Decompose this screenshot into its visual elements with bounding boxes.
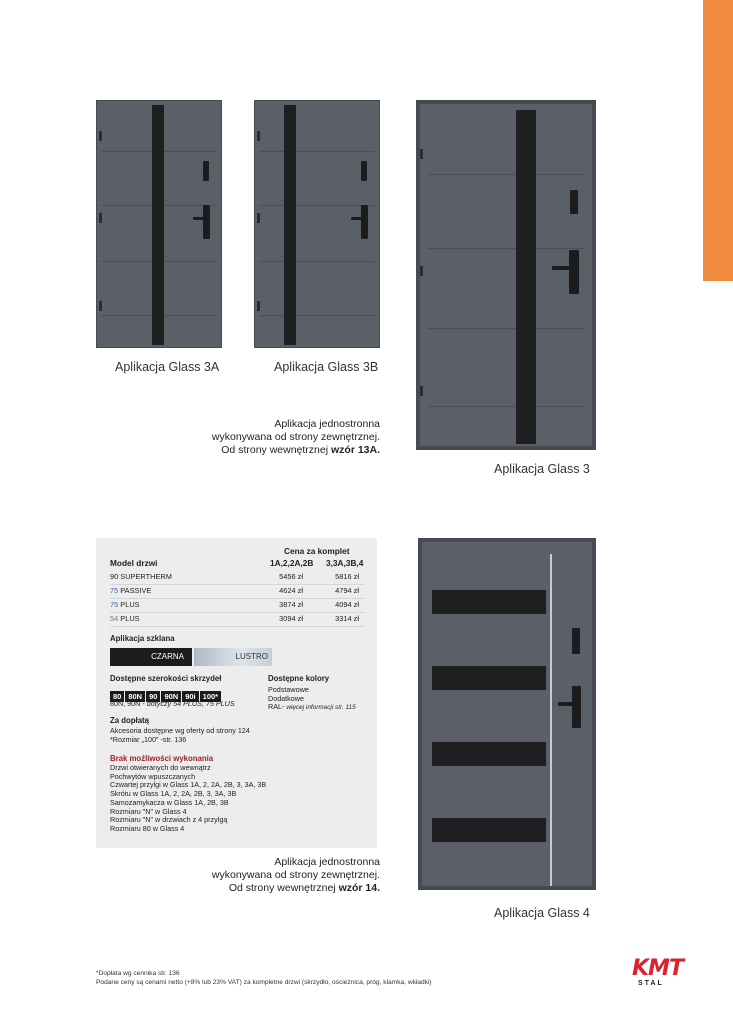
price-1: 3874 zł bbox=[279, 600, 303, 609]
color-option: Podstawowe bbox=[268, 685, 309, 694]
col-model-header: Model drzwi bbox=[110, 558, 158, 568]
door-handle bbox=[361, 161, 367, 181]
note-14 bbox=[160, 856, 380, 895]
black-stripe bbox=[152, 105, 164, 345]
glass-mirror-swatch bbox=[194, 648, 272, 666]
missing-item: Samozamykacza w Glass 1A, 2B, 3B bbox=[110, 797, 229, 807]
note-13a bbox=[160, 418, 380, 457]
colors-list bbox=[268, 686, 356, 713]
missing-item: Drzwi otwieranych do wewnątrz bbox=[110, 763, 211, 772]
width-badge: 100* bbox=[200, 691, 221, 702]
footer-line: *Dopłata wg cennika str. 136 bbox=[96, 970, 180, 977]
model-num: 75 bbox=[110, 600, 119, 609]
price-2: 5816 zł bbox=[335, 572, 359, 581]
price-1: 5456 zł bbox=[279, 572, 303, 581]
caption-glass-3a: Aplikacja Glass 3A bbox=[115, 360, 220, 374]
black-stripe bbox=[516, 110, 536, 444]
widths-note-text: 80N, 90N - bbox=[110, 699, 147, 708]
missing-item: Rozmiaru "N" w Glass 4 bbox=[110, 806, 187, 816]
door-glass-3b bbox=[254, 100, 380, 348]
door-handle bbox=[569, 250, 579, 294]
door-glass-3a bbox=[96, 100, 222, 348]
black-glass-panel bbox=[432, 590, 546, 614]
widths-note bbox=[110, 700, 235, 709]
table-row bbox=[110, 570, 365, 585]
model-num: 90 bbox=[110, 572, 119, 581]
table-row bbox=[110, 584, 365, 599]
glass-section-title: Aplikacja szklana bbox=[110, 634, 175, 643]
caption-glass-4: Aplikacja Glass 4 bbox=[494, 906, 590, 920]
colors-title: Dostępne kolory bbox=[268, 674, 330, 683]
table-row bbox=[110, 612, 365, 627]
kmt-logo bbox=[632, 958, 698, 992]
logo-text: KMT bbox=[632, 956, 683, 981]
color-option: RAL- bbox=[268, 702, 287, 712]
table-row bbox=[110, 598, 365, 613]
note-line: Aplikacja jednostronna bbox=[274, 856, 380, 868]
col-2-header: 3,3A,3B,4 bbox=[326, 558, 364, 568]
note-line: Od strony wewnętrznej bbox=[221, 444, 331, 456]
col-1-header: 1A,2,2A,2B bbox=[270, 558, 314, 568]
missing-item: Rozmiaru 80 w Glass 4 bbox=[110, 823, 185, 833]
black-glass-panel bbox=[432, 742, 546, 766]
color-note: więcej informacji str. 115 bbox=[286, 704, 356, 712]
black-stripe bbox=[284, 105, 296, 345]
note-bold: wzór 13A. bbox=[330, 444, 380, 456]
price-1: 3094 zł bbox=[279, 614, 303, 623]
extra-list bbox=[110, 727, 250, 744]
widths-note-italic: dotyczy 54 PLUS, 75 PLUS bbox=[146, 699, 235, 708]
extra-title: Za dopłatą bbox=[110, 716, 149, 725]
note-line: Aplikacja jednostronna bbox=[274, 418, 380, 430]
door-glass-4 bbox=[418, 538, 596, 890]
door-handle bbox=[572, 628, 580, 654]
missing-item: Pochwytów wpuszczanych bbox=[110, 771, 196, 781]
model-name: SUPERTHERM bbox=[118, 572, 172, 581]
orange-side-tab bbox=[703, 0, 733, 281]
door-handle bbox=[203, 205, 210, 239]
price-1: 4624 zł bbox=[279, 586, 303, 595]
price-header: Cena za komplet bbox=[284, 546, 350, 556]
width-badge: 80N bbox=[125, 691, 145, 702]
model-name: PLUS bbox=[118, 614, 140, 623]
width-badge: 90N bbox=[161, 691, 181, 702]
missing-title: Brak możliwości wykonania bbox=[110, 754, 214, 763]
width-badge: 90 bbox=[146, 691, 160, 702]
note-bold: wzór 14. bbox=[338, 882, 380, 894]
caption-glass-3b: Aplikacja Glass 3B bbox=[274, 360, 379, 374]
glass-black-label: CZARNA bbox=[151, 652, 184, 661]
door-handle bbox=[361, 205, 368, 239]
model-name: PASSIVE bbox=[118, 586, 152, 595]
door-handle bbox=[572, 686, 581, 728]
width-badge: 90i bbox=[182, 691, 198, 702]
model-name: PLUS bbox=[118, 600, 140, 609]
footer-notes bbox=[96, 970, 432, 987]
black-glass-panel bbox=[432, 818, 546, 842]
door-glass-3 bbox=[416, 100, 596, 450]
extra-line: Akcesoria dostępne wg oferty od strony 124 bbox=[110, 726, 250, 735]
widths-title: Dostępne szerokości skrzydeł bbox=[110, 674, 222, 683]
note-line: wykonywana od strony zewnętrznej. bbox=[211, 431, 380, 443]
note-line: Od strony wewnętrznej bbox=[228, 882, 339, 894]
door-handle bbox=[203, 161, 209, 181]
door-handle bbox=[570, 190, 578, 214]
missing-item: Rozmiaru "N" w drzwiach z 4 przylgą bbox=[110, 815, 228, 825]
missing-item: Czwartej przylgi w Glass 1A, 2, 2A, 2B, 3, 3A, 3B bbox=[110, 780, 267, 790]
glass-mirror-label: LUSTRO bbox=[235, 652, 268, 661]
glass-black-swatch bbox=[110, 648, 192, 666]
model-num: 75 bbox=[110, 586, 119, 595]
black-glass-panel bbox=[432, 666, 546, 690]
footer-line: Podane ceny są cenami netto (+8% lub 23% VAT) za kompletne drzwi (skrzydło, ościeżnica, próg, klamka, wkładki) bbox=[96, 978, 432, 986]
model-num: 54 bbox=[110, 614, 119, 623]
extra-line: *Rozmiar „100” -str. 136 bbox=[110, 734, 187, 744]
note-line: wykonywana od strony zewnętrznej. bbox=[211, 869, 380, 881]
price-2: 4094 zł bbox=[335, 600, 359, 609]
missing-item: Skrótu w Glass 1A, 2, 2A, 2B, 3, 3A, 3B bbox=[110, 789, 237, 799]
color-option: Dodatkowe bbox=[268, 693, 304, 703]
caption-glass-3: Aplikacja Glass 3 bbox=[494, 462, 590, 476]
steel-bar bbox=[550, 554, 552, 886]
width-badge: 80 bbox=[110, 691, 124, 702]
price-2: 3314 zł bbox=[335, 614, 359, 623]
missing-list bbox=[110, 764, 266, 834]
info-panel bbox=[96, 538, 377, 848]
price-2: 4794 zł bbox=[335, 586, 359, 595]
logo-sub: STAL bbox=[638, 980, 664, 987]
